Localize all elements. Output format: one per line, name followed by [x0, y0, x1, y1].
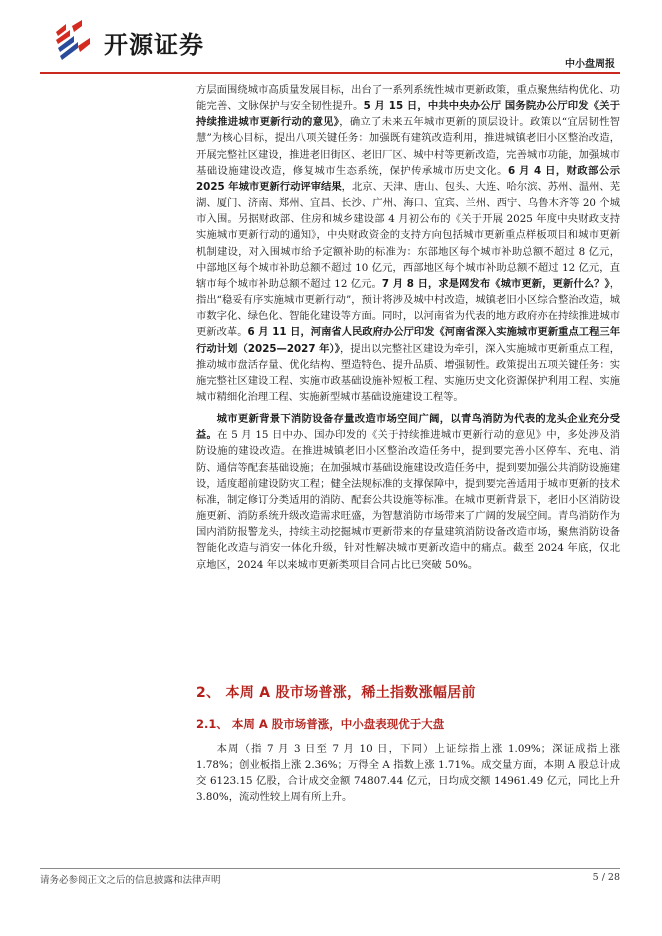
text-run: ，提出以完整社区建设为牵引，深入实施城市更新重点工程，推动城市盘活存量、优化结构、塑造特色、提升品质、增强韧性。政策提出五项关键任务：实施完整社区建设工程、实施市政基础设施补短板工程、实施历史文化资源保护利用工程、实施城市精细化治理工程、实施新型城市基础设施建设工程等。 [196, 342, 620, 403]
logo-mark-icon [52, 20, 96, 64]
text-run: ，确立了未来五年城市更新的顶层设计。政策以“宜居韧性智慧”为核心目标，提出八项关键任务：加强既有建筑改造利用，推进城镇老旧小区整治改造，开展完整社区建设，推进老旧街区、老旧厂区、城中村等更新改造，完善城市功能，加强城市基础设施建设改造，修复城市生态系统，保护传承城市历史文化。 [196, 116, 621, 177]
footer-disclaimer: 请务必参阅正文之后的信息披露和法律声明 [40, 875, 221, 886]
text-run: ，北京、天津、唐山、包头、大连、哈尔滨、苏州、温州、芜湖、厦门、济南、郑州、宜昌、长沙、广州、海口、宜宾、兰州、西宁、乌鲁木齐等 20 个城市入围。另据财政部、住房和城乡建设部 4 月初公布的《关于开展 2025 年度中央财政支持实施城市更新行动的通知》，中央财政资金的支持方向包括城市更新重点样板项目和城市更新机制建设，对入围城市给予定额补助的标准为：东部地区每个城市补助总额不超过 8 亿元，中部地区每个城市补助总额不超过 10 亿元，西部地区每个城市补助总额不超过 12 亿元，直辖市每个城市补助总额不超过 12 亿元。 [196, 180, 620, 290]
body-paragraph-market: 本周（指 7 月 3 日至 7 月 10 日，下同）上证综指上涨 1.09%；深证成指上涨 1.78%；创业板指上涨 2.36%；万得全 A 指数上涨 1.71%。成交量方面，本期 A 股总计成交 6123.15 亿股，合计成交金额 74807.44 亿元，日均成交额 14961.49 亿元，同比上升 3.80%，流动性较上周有所上升。 [196, 743, 620, 804]
text-run: ，指出“稳妥有序实施城市更新行动”，预计将涉及城中村改造，城镇老旧小区综合整治改造，城市数字化、绿色化、智能化建设等方面。同时，以河南省为代表的地方政府亦在持续推进城市更新改革。 [196, 277, 620, 339]
text-run: 方层面围绕城市高质量发展目标，出台了一系列系统性城市更新政策，重点聚焦结构优化、功能完善、文脉保护与安全韧性提升。 [196, 84, 620, 113]
emphasis-run: 5 月 15 日，中共中央办公厅 国务院办公厅印发《关于持续推进城市更新行动的意见》 [196, 100, 620, 129]
logo-text: 开源证券 [104, 30, 204, 59]
report-type-label: 中小盘周报 [565, 59, 615, 70]
page-number: 5 / 28 [592, 872, 620, 883]
body-paragraph-policy [196, 82, 620, 405]
body-paragraph-fire-safety [196, 411, 620, 573]
main-content [196, 78, 620, 573]
footer-divider [40, 868, 620, 869]
section-heading: 2、 本周 A 股市场普涨，稀土指数涨幅居前 [196, 685, 476, 701]
company-logo [52, 20, 204, 64]
text-run: 在 5 月 15 日中办、国办印发的《关于持续推进城市更新行动的意见》中，多处涉及消防设施的建设改造。在推进城镇老旧小区整治改造任务中，提到要完善小区停车、充电、消防、通信等配套基础设施；在加强城市基础设施建设改造任务中，提到要加强公共消防设施建设，适度超前建设防灾工程；健全法规标准的支撑保障中，提到要完善适用于城市更新的技术标准，制定修订分类适用的消防、配套公共设施等标准。在城市更新背景下，老旧小区消防设施更新、消防系统升级改造需求旺盛，为智慧消防市场带来了广阔的发展空间。青鸟消防作为国内消防报警龙头，持续主动挖掘城市更新带来的存量建筑消防设备改造市场，聚焦消防设备智能化改造与消安一体化升级，针对性解决城市更新改造中的痛点。截至 2024 年底，仅北京地区，2024 年以来城市更新类项目合同占比已突破 50%。 [196, 429, 620, 571]
emphasis-run: 7 月 8 日，求是网发布《城市更新，更新什么？》 [381, 277, 610, 290]
emphasis-run: 城市更新背景下消防设备存量改造市场空间广阔，以青鸟消防为代表的龙头企业充分受益。 [196, 413, 620, 442]
subsection-heading: 2.1、 本周 A 股市场普涨，中小盘表现优于大盘 [196, 717, 445, 731]
emphasis-run: 6 月 11 日，河南省人民政府办公厅印发《河南省深入实施城市更新重点工程三年行动计划（2025—2027 年）》 [196, 326, 621, 355]
header-divider [40, 72, 620, 74]
emphasis-run: 6 月 4 日，财政部公示 2025 年城市更新行动评审结果 [196, 164, 620, 193]
